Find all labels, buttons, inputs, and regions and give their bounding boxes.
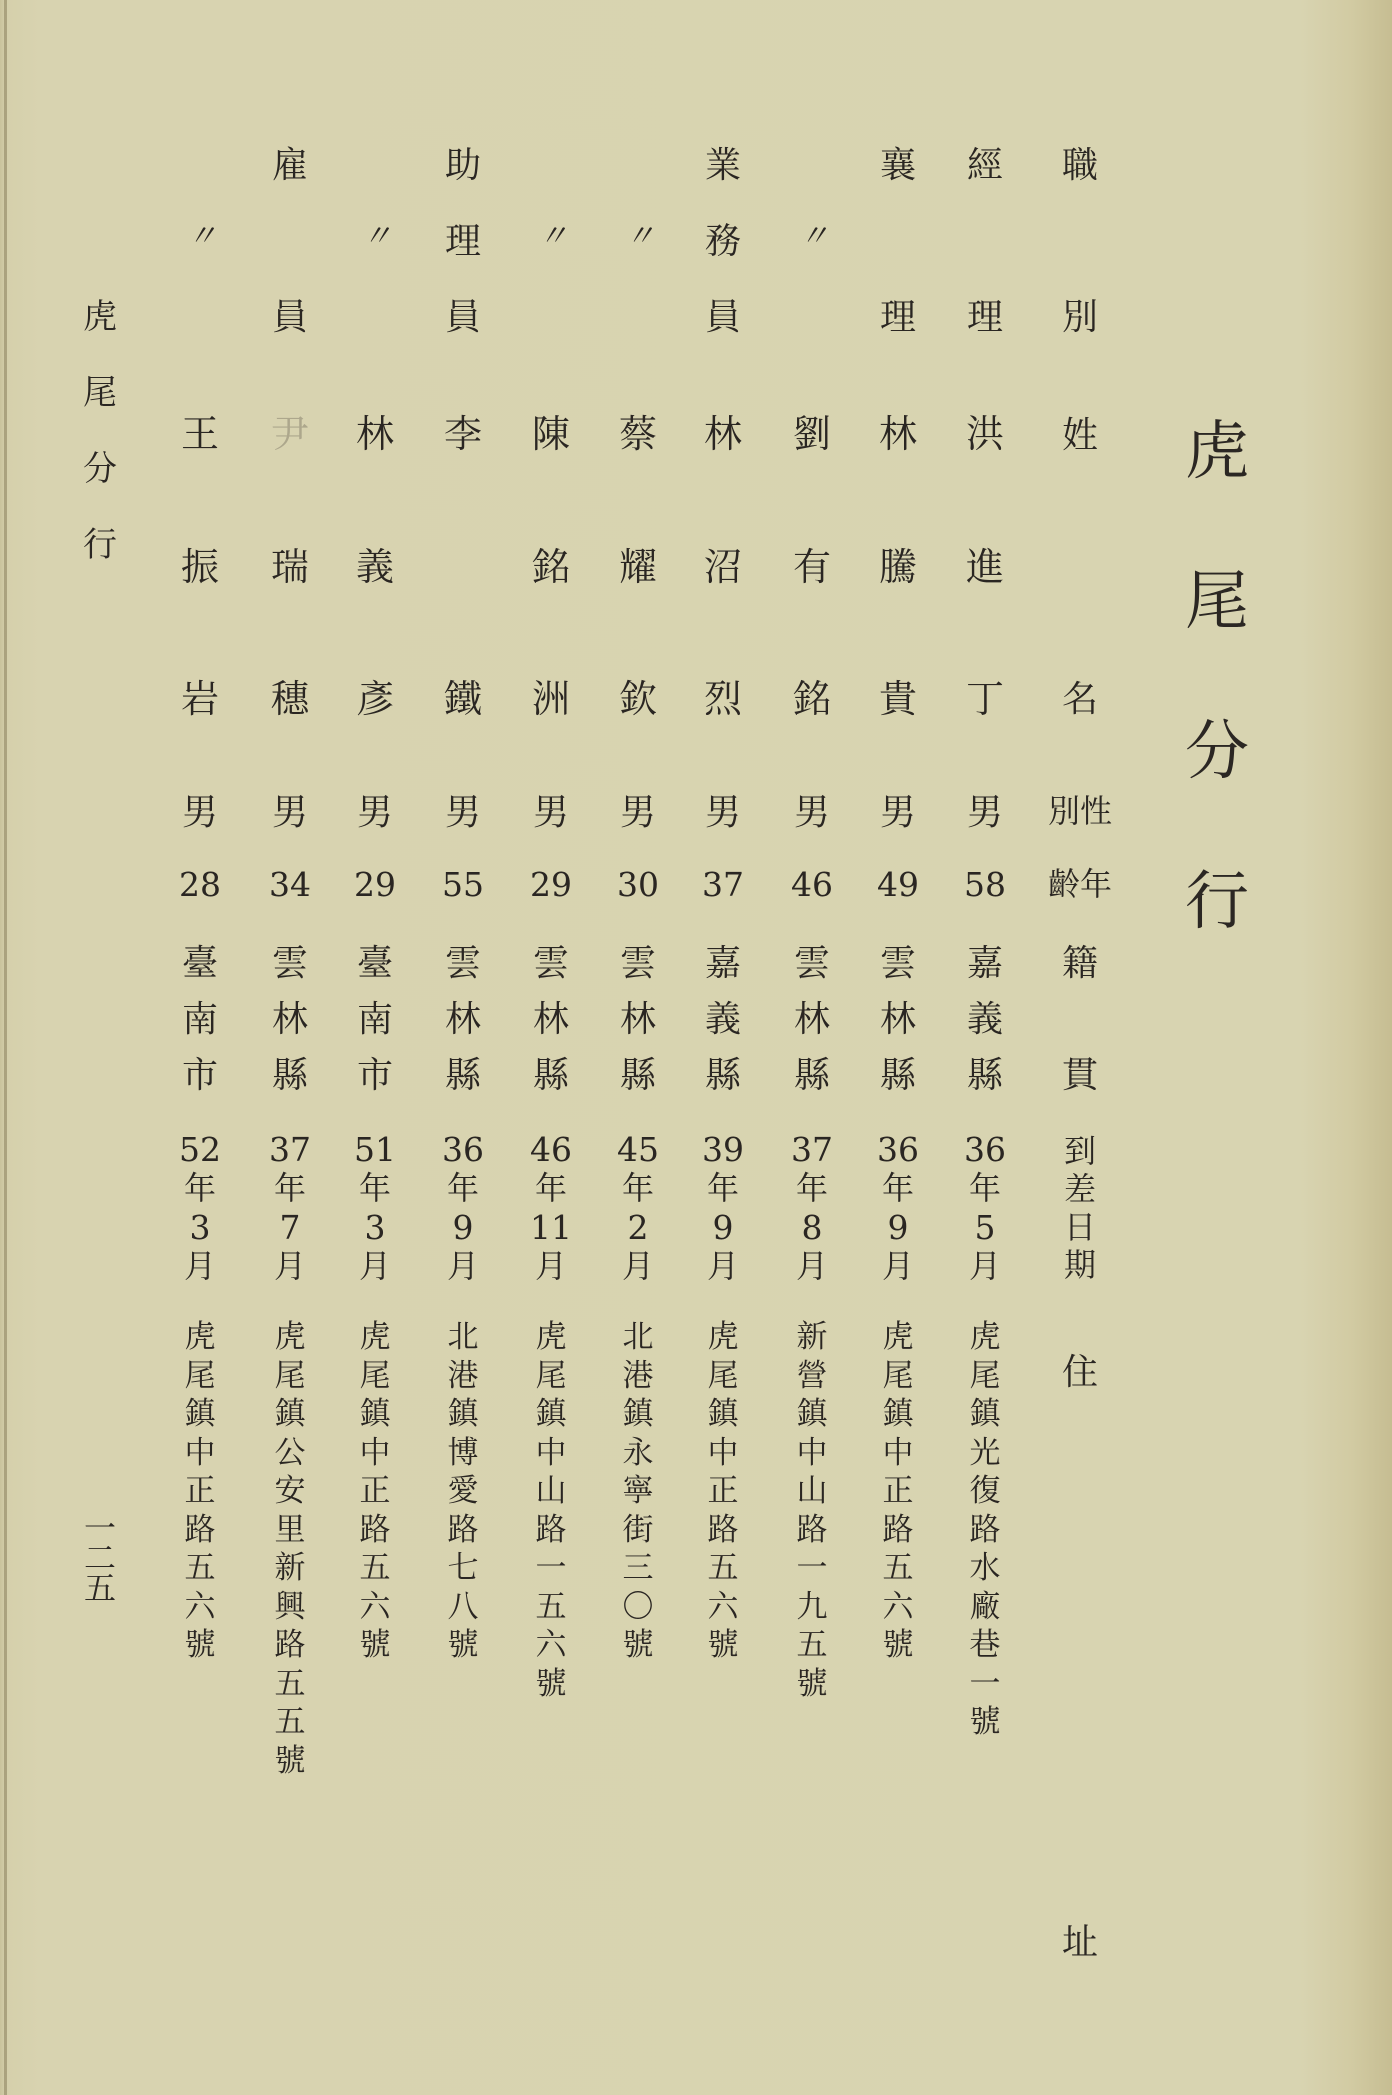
arrival-year-unit: 年	[183, 1169, 216, 1207]
position: 員	[444, 297, 481, 338]
arrival-year: 36	[877, 1130, 919, 1169]
name-char: 丁	[965, 677, 1004, 721]
native-place: 林	[619, 999, 656, 1040]
address-char: 尾	[535, 1357, 567, 1394]
arrival-year-unit: 年	[446, 1169, 479, 1207]
name-char: 耀	[618, 545, 657, 589]
ditto-mark: 〃	[799, 219, 825, 254]
address-char: 號	[274, 1742, 306, 1779]
name-char: 銘	[792, 677, 831, 721]
age: 58	[964, 865, 1006, 904]
address-char: 永	[622, 1434, 654, 1471]
native-place: 縣	[879, 1055, 916, 1096]
name-char: 沼	[703, 545, 742, 589]
name-char: 貴	[878, 677, 917, 721]
native-place: 義	[966, 999, 1003, 1040]
name-char: 王	[180, 412, 219, 456]
address-char: 廠	[969, 1588, 1001, 1625]
native-place: 南	[181, 999, 218, 1040]
header-address: 址	[1061, 1922, 1098, 1963]
address-char: 一	[969, 1665, 1001, 1702]
arrival-month-unit: 月	[534, 1247, 567, 1285]
arrival-year-unit: 年	[795, 1169, 828, 1207]
name-char: 彥	[355, 677, 394, 721]
name-char: 陳	[531, 412, 570, 456]
arrival-year: 39	[702, 1130, 744, 1169]
name-char: 進	[965, 545, 1004, 589]
name-char: 銘	[531, 545, 570, 589]
address-char: 北	[622, 1319, 654, 1355]
address-char: 興	[274, 1588, 306, 1625]
position: 業	[704, 145, 741, 186]
name-char: 有	[792, 545, 831, 589]
arrival-year-unit: 年	[534, 1169, 567, 1207]
running-header-char: 虎	[83, 297, 117, 337]
address-char: 尾	[707, 1357, 739, 1394]
running-header-char: 分	[83, 449, 117, 489]
arrival-month: 3	[364, 1208, 386, 1247]
address-char: 尾	[184, 1357, 216, 1394]
address-char: 三	[622, 1550, 654, 1586]
address-char: 虎	[535, 1319, 567, 1355]
header-native-place: 貫	[1061, 1055, 1098, 1096]
arrival-month: 7	[279, 1208, 301, 1247]
address-char: 鎮	[359, 1396, 391, 1432]
arrival-month-unit: 月	[183, 1247, 216, 1285]
address-char: 巷	[969, 1627, 1001, 1663]
arrival-month: 9	[712, 1208, 734, 1247]
address-char: 五	[535, 1588, 567, 1625]
running-header-char: 尾	[83, 373, 117, 413]
arrival-month-unit: 月	[706, 1247, 739, 1285]
arrival-month: 9	[452, 1208, 474, 1247]
address-char: 路	[707, 1511, 739, 1548]
name-char: 李	[443, 412, 482, 456]
position: 理	[879, 297, 916, 338]
name-char: 義	[355, 545, 394, 589]
header-age: 齡年	[1047, 865, 1112, 903]
address-char: 復	[969, 1473, 1001, 1509]
name-char: 洲	[531, 677, 570, 721]
address-char: 虎	[707, 1319, 739, 1355]
native-place: 林	[271, 999, 308, 1040]
address-char: 號	[535, 1665, 567, 1702]
address-char: 安	[274, 1473, 306, 1509]
sex: 男	[704, 792, 741, 833]
name-char: 蔡	[618, 412, 657, 456]
age: 49	[877, 865, 919, 904]
address-char: 中	[535, 1434, 567, 1471]
address-char: 尾	[969, 1357, 1001, 1394]
address-char: 港	[447, 1357, 479, 1394]
address-char: 路	[359, 1511, 391, 1548]
address-char: 虎	[274, 1319, 306, 1355]
address-char: 鎮	[447, 1396, 479, 1432]
address-char: 光	[969, 1434, 1001, 1471]
address-char: 水	[969, 1550, 1001, 1586]
native-place: 嘉	[704, 943, 741, 984]
arrival-year: 37	[269, 1130, 311, 1169]
arrival-month: 9	[887, 1208, 909, 1247]
running-header-char: 行	[83, 525, 117, 565]
arrival-year-unit: 年	[968, 1169, 1001, 1207]
position: 務	[704, 221, 741, 262]
ditto-mark: 〃	[538, 219, 564, 254]
address-char: 鎮	[969, 1396, 1001, 1432]
native-place: 雲	[532, 943, 569, 984]
native-place: 市	[181, 1055, 218, 1096]
arrival-year: 52	[179, 1130, 221, 1169]
address-char: 六	[359, 1588, 391, 1625]
address-char: 營	[796, 1357, 828, 1394]
native-place: 雲	[793, 943, 830, 984]
arrival-year-unit: 年	[358, 1169, 391, 1207]
address-char: 里	[274, 1511, 306, 1548]
age: 29	[354, 865, 396, 904]
ditto-mark: 〃	[362, 219, 388, 254]
arrival-year: 37	[791, 1130, 833, 1169]
address-char: 六	[882, 1588, 914, 1625]
arrival-month-unit: 月	[621, 1247, 654, 1285]
sex: 男	[444, 792, 481, 833]
position: 理	[444, 221, 481, 262]
native-place: 林	[879, 999, 916, 1040]
address-char: 五	[359, 1550, 391, 1586]
address-char: 路	[184, 1511, 216, 1548]
address-char: 六	[707, 1588, 739, 1625]
native-place: 市	[356, 1055, 393, 1096]
address-char: 正	[184, 1473, 216, 1509]
address-char: 號	[969, 1704, 1001, 1740]
address-char: 公	[274, 1434, 306, 1471]
native-place: 縣	[704, 1055, 741, 1096]
native-place: 雲	[879, 943, 916, 984]
sex: 男	[271, 792, 308, 833]
address-char: 路	[447, 1511, 479, 1548]
arrival-year: 51	[354, 1130, 396, 1169]
name-char: 林	[878, 412, 917, 456]
address-char: 尾	[359, 1357, 391, 1394]
position: 經	[966, 145, 1003, 186]
native-place: 義	[704, 999, 741, 1040]
sex: 男	[181, 792, 218, 833]
arrival-year-unit: 年	[273, 1169, 306, 1207]
native-place: 縣	[532, 1055, 569, 1096]
arrival-month-unit: 月	[358, 1247, 391, 1285]
native-place: 林	[793, 999, 830, 1040]
page-number-char: 二	[83, 1539, 116, 1577]
address-char: 〇	[622, 1588, 654, 1625]
address-char: 北	[447, 1319, 479, 1355]
age: 46	[791, 865, 833, 904]
address-char: 路	[969, 1511, 1001, 1548]
age: 34	[269, 865, 311, 904]
native-place: 縣	[793, 1055, 830, 1096]
age: 55	[442, 865, 484, 904]
address-char: 中	[707, 1434, 739, 1471]
native-place: 縣	[966, 1055, 1003, 1096]
address-char: 號	[359, 1627, 391, 1663]
age: 37	[702, 865, 744, 904]
sex: 男	[532, 792, 569, 833]
address-char: 鎮	[535, 1396, 567, 1432]
native-place: 臺	[356, 943, 393, 984]
address-char: 一	[535, 1550, 567, 1586]
header-name: 姓	[1061, 415, 1098, 456]
native-place: 林	[444, 999, 481, 1040]
native-place: 臺	[181, 943, 218, 984]
native-place: 林	[532, 999, 569, 1040]
header-position: 別	[1061, 297, 1098, 338]
address-char: 號	[622, 1627, 654, 1663]
title-char: 虎	[1185, 415, 1249, 489]
address-char: 路	[882, 1511, 914, 1548]
address-char: 正	[882, 1473, 914, 1509]
name-char: 鐵	[443, 677, 482, 721]
address-char: 中	[359, 1434, 391, 1471]
position: 雇	[271, 145, 308, 186]
position: 員	[271, 297, 308, 338]
header-name: 名	[1061, 679, 1098, 720]
address-char: 山	[796, 1473, 828, 1509]
address-char: 一	[796, 1550, 828, 1586]
name-char: 洪	[965, 412, 1004, 456]
address-char: 街	[622, 1511, 654, 1548]
header-arrival-date: 期	[1063, 1246, 1096, 1284]
address-char: 鎮	[796, 1396, 828, 1432]
address-char: 六	[535, 1627, 567, 1663]
address-char: 號	[184, 1627, 216, 1663]
arrival-year-unit: 年	[706, 1169, 739, 1207]
arrival-month: 8	[801, 1208, 823, 1247]
address-char: 號	[796, 1665, 828, 1702]
native-place: 嘉	[966, 943, 1003, 984]
header-native-place: 籍	[1061, 943, 1098, 984]
address-char: 五	[184, 1550, 216, 1586]
position: 理	[966, 297, 1003, 338]
arrival-year: 46	[530, 1130, 572, 1169]
position: 襄	[879, 145, 916, 186]
address-char: 尾	[882, 1357, 914, 1394]
arrival-year: 36	[964, 1130, 1006, 1169]
address-char: 虎	[969, 1319, 1001, 1355]
address-char: 中	[184, 1434, 216, 1471]
address-char: 五	[796, 1627, 828, 1663]
address-char: 五	[274, 1665, 306, 1702]
arrival-month-unit: 月	[881, 1247, 914, 1285]
address-char: 虎	[359, 1319, 391, 1355]
position: 員	[704, 297, 741, 338]
header-arrival-date: 到	[1063, 1132, 1096, 1170]
name-char-obscured: 尹	[270, 412, 309, 456]
native-place: 縣	[619, 1055, 656, 1096]
header-sex: 別性	[1047, 792, 1112, 830]
header-position: 職	[1061, 145, 1098, 186]
arrival-month-unit: 月	[968, 1247, 1001, 1285]
arrival-month: 3	[189, 1208, 211, 1247]
native-place: 縣	[444, 1055, 481, 1096]
header-address: 住	[1061, 1352, 1098, 1393]
native-place: 雲	[444, 943, 481, 984]
arrival-year: 36	[442, 1130, 484, 1169]
address-char: 號	[447, 1627, 479, 1663]
address-char: 寧	[622, 1473, 654, 1509]
arrival-month: 5	[974, 1208, 996, 1247]
title-char: 尾	[1185, 565, 1249, 639]
native-place: 雲	[271, 943, 308, 984]
arrival-month: 11	[530, 1208, 572, 1247]
address-char: 虎	[184, 1319, 216, 1355]
name-char: 林	[355, 412, 394, 456]
address-char: 六	[184, 1588, 216, 1625]
ditto-mark: 〃	[187, 219, 213, 254]
address-char: 鎮	[184, 1396, 216, 1432]
age: 29	[530, 865, 572, 904]
address-char: 山	[535, 1473, 567, 1509]
name-char: 騰	[878, 545, 917, 589]
page-number-char: 五	[83, 1569, 116, 1607]
sex: 男	[619, 792, 656, 833]
arrival-month: 2	[627, 1208, 649, 1247]
age: 28	[179, 865, 221, 904]
address-char: 新	[274, 1550, 306, 1586]
address-char: 號	[707, 1627, 739, 1663]
ditto-mark: 〃	[625, 219, 651, 254]
header-arrival-date: 日	[1063, 1208, 1096, 1246]
address-char: 愛	[447, 1473, 479, 1509]
address-char: 尾	[274, 1357, 306, 1394]
name-char: 穗	[270, 677, 309, 721]
address-char: 路	[535, 1511, 567, 1548]
address-char: 鎮	[882, 1396, 914, 1432]
address-char: 號	[882, 1627, 914, 1663]
address-char: 九	[796, 1588, 828, 1625]
arrival-year-unit: 年	[621, 1169, 654, 1207]
name-char: 岩	[180, 677, 219, 721]
address-char: 港	[622, 1357, 654, 1394]
sex: 男	[793, 792, 830, 833]
native-place: 雲	[619, 943, 656, 984]
native-place: 縣	[271, 1055, 308, 1096]
position: 助	[444, 145, 481, 186]
name-char: 劉	[792, 412, 831, 456]
header-arrival-date: 差	[1063, 1170, 1096, 1208]
address-char: 新	[796, 1319, 828, 1355]
name-char: 林	[703, 412, 742, 456]
address-char: 鎮	[622, 1396, 654, 1432]
arrival-year-unit: 年	[881, 1169, 914, 1207]
native-place: 南	[356, 999, 393, 1040]
address-char: 虎	[882, 1319, 914, 1355]
sex: 男	[879, 792, 916, 833]
address-char: 鎮	[707, 1396, 739, 1432]
address-char: 五	[274, 1704, 306, 1740]
address-char: 鎮	[274, 1396, 306, 1432]
address-char: 正	[359, 1473, 391, 1509]
address-char: 中	[882, 1434, 914, 1471]
name-char: 振	[180, 545, 219, 589]
address-char: 五	[882, 1550, 914, 1586]
address-char: 七	[447, 1550, 479, 1586]
name-char: 瑞	[270, 545, 309, 589]
name-char: 烈	[703, 677, 742, 721]
arrival-year: 45	[617, 1130, 659, 1169]
sex: 男	[966, 792, 1003, 833]
sex: 男	[356, 792, 393, 833]
address-char: 博	[447, 1434, 479, 1471]
address-char: 五	[707, 1550, 739, 1586]
arrival-month-unit: 月	[273, 1247, 306, 1285]
arrival-month-unit: 月	[795, 1247, 828, 1285]
address-char: 路	[796, 1511, 828, 1548]
address-char: 八	[447, 1588, 479, 1625]
name-char: 欽	[618, 677, 657, 721]
page-binding-edge	[4, 0, 7, 2095]
address-char: 路	[274, 1627, 306, 1663]
arrival-month-unit: 月	[446, 1247, 479, 1285]
page-number-char: 一	[83, 1509, 116, 1547]
address-char: 中	[796, 1434, 828, 1471]
title-char: 行	[1185, 865, 1249, 939]
address-char: 正	[707, 1473, 739, 1509]
age: 30	[617, 865, 659, 904]
title-char: 分	[1185, 715, 1249, 789]
